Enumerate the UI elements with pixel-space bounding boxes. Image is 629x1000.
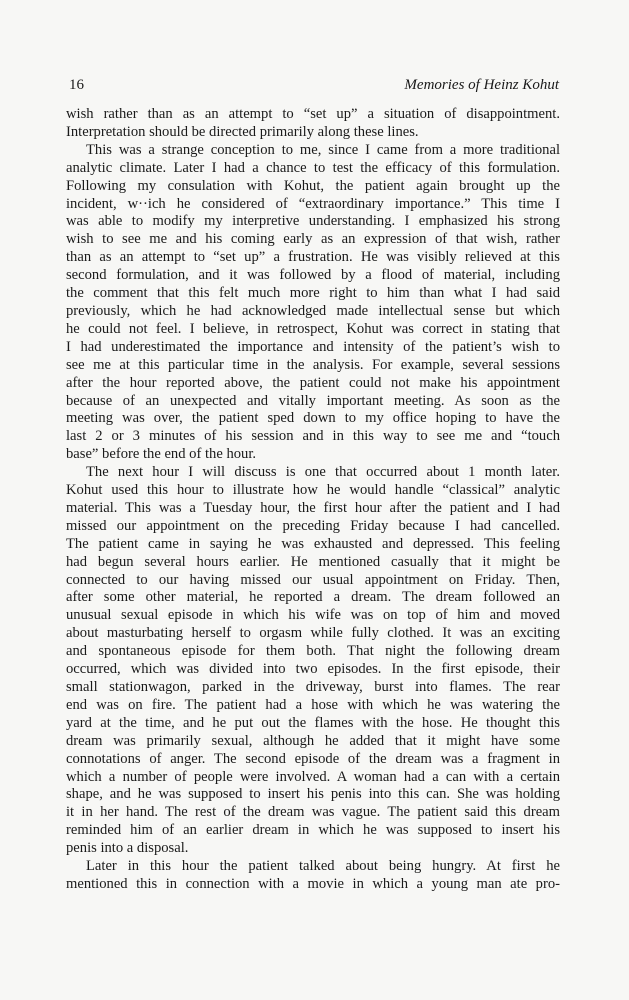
text-line: Kohut used this hour to illustrate how he would handle “classical” analytic <box>66 482 560 499</box>
text-line: end was on fire. The patient had a hose with which he was watering the <box>66 696 560 713</box>
page-number: 16 <box>69 77 84 93</box>
text-line: connotations of anger. The second episode of the dream was a fragment in <box>66 750 560 767</box>
text-line: unusual sexual episode in which his wife was on top of him and moved <box>66 607 560 624</box>
text-line: penis into a disposal. <box>66 840 189 857</box>
body-text <box>66 106 560 894</box>
text-line: Later in this hour the patient talked about being hungry. At first he <box>86 858 560 875</box>
text-line: incident, w··ich he considered of “extraordinary importance.” This time I <box>66 195 560 212</box>
text-line: see me at this particular time in the analysis. For example, several sessions <box>66 356 560 373</box>
text-line: than as an attempt to “set up” a frustration. He was visibly relieved at this <box>66 249 560 266</box>
page-header <box>69 76 559 94</box>
text-line: missed our appointment on the preceding Friday because I had cancelled. <box>66 517 560 534</box>
text-line: connected to our having missed our usual appointment on Friday. Then, <box>66 571 560 588</box>
text-line: I had underestimated the importance and intensity of the patient’s wish to <box>66 338 560 355</box>
text-line: The next hour I will discuss is one that occurred about 1 month later. <box>86 464 560 481</box>
text-line: and spontaneous episode for them both. That night the following dream <box>66 643 560 660</box>
text-line: after some other material, he reported a dream. The dream followed an <box>66 589 560 606</box>
text-line: Following my consulation with Kohut, the patient again brought up the <box>66 177 560 194</box>
text-line: previously, which he had acknowledged made intellectual sense but which <box>66 302 560 319</box>
text-line: about masturbating herself to orgasm while fully clothed. It was an exciting <box>66 625 560 642</box>
running-title: Memories of Heinz Kohut <box>404 77 559 93</box>
text-line: he could not feel. I believe, in retrospect, Kohut was correct in stating that <box>66 320 560 337</box>
text-line: shape, and he was supposed to insert his penis into this can. She was holding <box>66 786 560 803</box>
text-line: occurred, which was divided into two episodes. In the first episode, their <box>66 661 560 678</box>
text-line: This was a strange conception to me, since I came from a more traditional <box>86 141 560 158</box>
text-line: last 2 or 3 minutes of his session and in this way to see me and “touch <box>66 428 560 445</box>
text-line: material. This was a Tuesday hour, the first hour after the patient and I had <box>66 499 560 516</box>
text-line: small stationwagon, parked in the driveway, burst into flames. The rear <box>66 679 560 695</box>
text-line: wish rather than as an attempt to “set up” a situation of disappointment. <box>66 106 560 122</box>
text-line: analytic climate. Later I had a chance to test the efficacy of this formulation. <box>66 159 560 176</box>
text-line: Interpretation should be directed primarily along these lines. <box>66 123 419 140</box>
text-line: because of an unexpected and vitally important meeting. As soon as the <box>66 392 560 409</box>
text-line: had begun several hours earlier. He mentioned casually that it might be <box>66 553 560 570</box>
text-line: dream was primarily sexual, although he added that it might have some <box>66 732 560 749</box>
text-line: was able to modify my interpretive understanding. I emphasized his strong <box>66 213 560 230</box>
text-line: The patient came in saying he was exhausted and depressed. This feeling <box>66 535 560 552</box>
text-line: base” before the end of the hour. <box>66 446 257 463</box>
text-line: wish to see me and his coming early as an expression of that wish, rather <box>66 231 560 248</box>
text-line: it in her hand. The rest of the dream was vague. The patient said this dream <box>66 804 560 821</box>
text-line: mentioned this in connection with a movie in which a young man ate pro- <box>66 875 560 892</box>
text-line: reminded him of an earlier dream in which he was supposed to insert his <box>66 822 560 839</box>
text-line: yard at the time, and he put out the flames with the hose. He thought this <box>66 714 560 731</box>
text-line: meeting was over, the patient sped down to my office hoping to have the <box>66 410 560 427</box>
text-line: after the hour reported above, the patient could not make his appointment <box>66 374 560 391</box>
text-line: which a number of people were involved. A woman had a can with a certain <box>66 768 560 785</box>
text-line: the comment that this felt much more right to him than what I had said <box>66 285 560 302</box>
text-line: second formulation, and it was followed by a flood of material, including <box>66 267 560 284</box>
